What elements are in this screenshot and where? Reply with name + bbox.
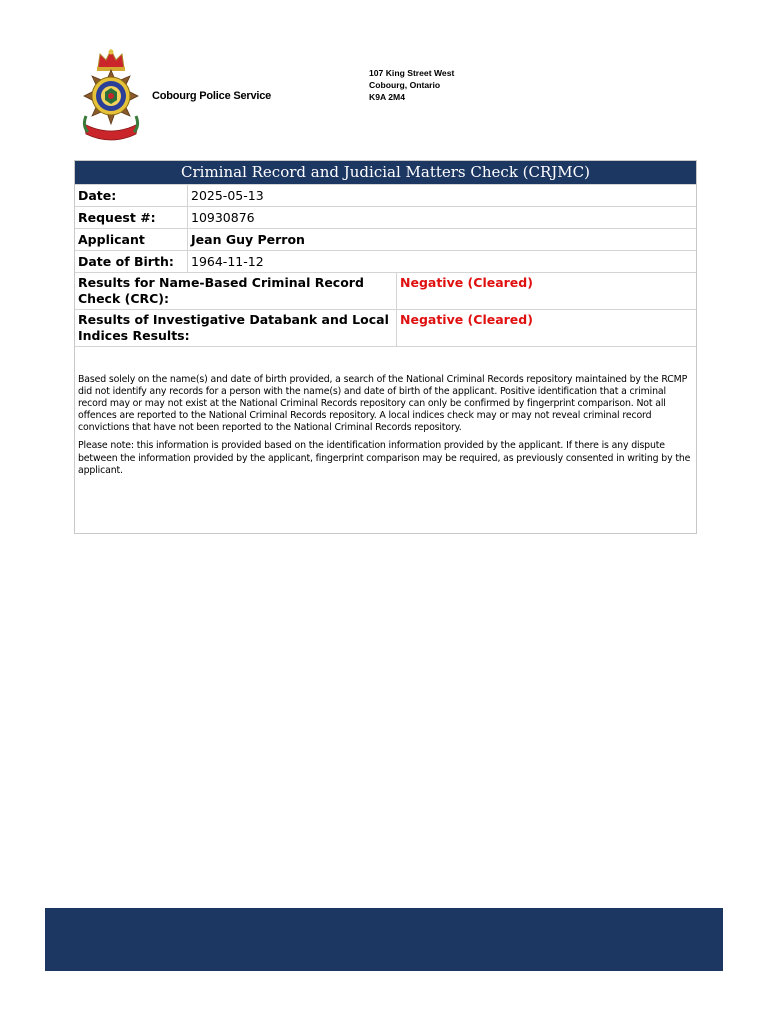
result-value: Negative (Cleared): [400, 275, 533, 290]
address-line-2: Cobourg, Ontario: [369, 80, 441, 90]
field-label: Date:: [75, 185, 188, 206]
field-value: 1964-11-12: [191, 254, 264, 269]
address-block: [369, 67, 454, 103]
field-value: Jean Guy Perron: [191, 232, 305, 247]
result-value: Negative (Cleared): [400, 312, 533, 327]
field-value: 2025-05-13: [191, 188, 264, 203]
result-label: Results of Investigative Databank and Local Indices Results:: [75, 310, 397, 346]
police-crest-icon: [78, 46, 144, 144]
result-label: Results for Name-Based Criminal Record Check (CRC):: [75, 273, 397, 309]
address-line-1: 107 King Street West: [369, 68, 455, 78]
field-label: Date of Birth:: [75, 251, 188, 272]
crjmc-form: [74, 160, 697, 534]
form-title: Criminal Record and Judicial Matters Check (CRJMC): [75, 161, 696, 184]
field-row-date: [75, 184, 696, 206]
address-line-3: K9A 2M4: [369, 92, 405, 102]
field-row-applicant: [75, 228, 696, 250]
field-value: 10930876: [191, 210, 255, 225]
field-row-dob: [75, 250, 696, 272]
field-label: Request #:: [75, 207, 188, 228]
footer-band: [45, 908, 723, 971]
result-row-indices: [75, 309, 696, 346]
org-name: Cobourg Police Service: [152, 90, 272, 102]
field-label: Applicant: [75, 229, 188, 250]
notes-section: [75, 346, 696, 533]
field-row-request: [75, 206, 696, 228]
letterhead: [74, 44, 464, 148]
result-row-crc: [75, 272, 696, 309]
notes-paragraph: Based solely on the name(s) and date of birth provided, a search of the National Criminal Records repository maintained by the RCMP did not identify any records for a person with the name(s) and date of birth of the applicant. Positive identification that a criminal record may or may not exist at the National Criminal Records repository can only be confirmed by fingerprint comparison. Not all offences are reported to the National Criminal Records repository. A local indices check may or may not reveal criminal record convictions that have not been reported to the National Criminal Records repository.: [78, 374, 688, 434]
notes-paragraph: Please note: this information is provided based on the identification information provided by the applicant. If there is any dispute between the information provided by the applicant, fingerprint comparison may be required, as previously consented in writing by the applicant.: [78, 440, 691, 476]
